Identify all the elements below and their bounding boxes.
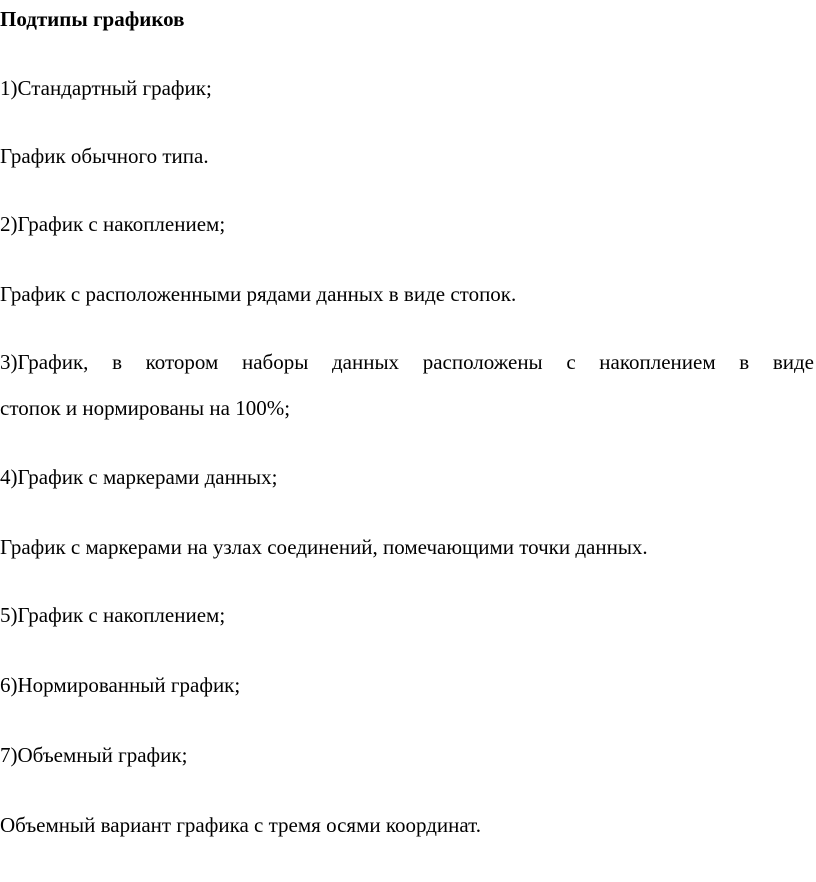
list-item-7-heading: 7)Объемный график; [0, 743, 188, 767]
list-item-2-heading: 2)График с накоплением; [0, 212, 226, 236]
list-item-6-heading: 6)Нормированный график; [0, 673, 241, 697]
list-item-5-heading: 5)График с накоплением; [0, 603, 226, 627]
list-item-7-description: Объемный вариант графика с тремя осями координат. [0, 813, 482, 837]
list-item-3-heading-line-1: 3)График, в котором наборы данных расположены с накоплением в виде [0, 350, 814, 374]
list-item-1-heading: 1)Стандартный график; [0, 76, 212, 100]
list-item-4-heading: 4)График с маркерами данных; [0, 465, 278, 489]
list-item-2-description: График с расположенными рядами данных в виде стопок. [0, 282, 517, 306]
page-title: Подтипы графиков [0, 7, 185, 31]
list-item-3-heading-line-2: стопок и нормированы на 100%; [0, 396, 291, 420]
list-item-4-description: График с маркерами на узлах соединений, помечающими точки данных. [0, 535, 648, 559]
list-item-1-description: График обычного типа. [0, 144, 209, 168]
